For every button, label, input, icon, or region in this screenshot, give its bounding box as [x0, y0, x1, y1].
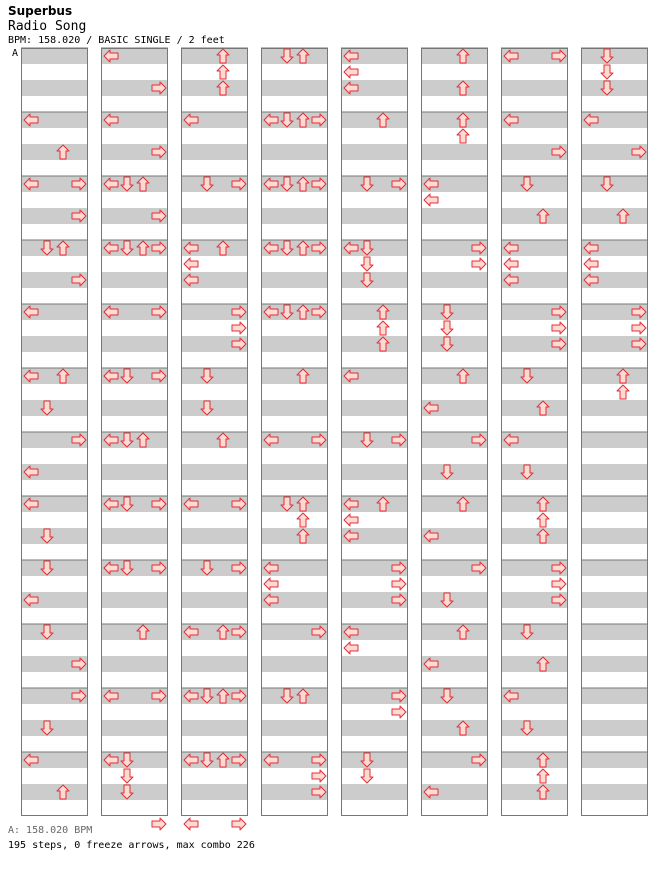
beat-stripe	[501, 464, 568, 480]
beat-stripe	[421, 496, 488, 512]
beat-stripe	[581, 688, 648, 704]
right-arrow-icon	[232, 818, 246, 830]
beat-stripe	[581, 560, 648, 576]
beat-stripe	[341, 656, 408, 672]
beat-stripe	[501, 368, 568, 384]
beat-stripe	[21, 720, 88, 736]
beat-stripe	[181, 464, 248, 480]
beat-stripe	[21, 144, 88, 160]
beat-stripe	[581, 528, 648, 544]
beat-stripe	[581, 464, 648, 480]
chart-column	[261, 48, 328, 816]
beat-stripe	[581, 496, 648, 512]
beat-stripe	[341, 400, 408, 416]
beat-stripe	[581, 656, 648, 672]
beat-stripe	[501, 400, 568, 416]
chart-info: BPM: 158.020 / BASIC SINGLE / 2 feet	[8, 35, 225, 46]
beat-stripe	[261, 720, 328, 736]
beat-stripe	[261, 368, 328, 384]
beat-stripe	[261, 80, 328, 96]
beat-stripe	[181, 784, 248, 800]
beat-stripe	[421, 624, 488, 640]
beat-stripe	[581, 720, 648, 736]
beat-stripe	[261, 336, 328, 352]
beat-stripe	[581, 752, 648, 768]
beat-stripe	[261, 400, 328, 416]
beat-stripe	[581, 48, 648, 64]
beat-stripe	[581, 784, 648, 800]
beat-stripe	[341, 336, 408, 352]
beat-stripe	[21, 624, 88, 640]
beat-stripe	[421, 304, 488, 320]
artist-name: Superbus	[8, 4, 73, 18]
beat-stripe	[341, 208, 408, 224]
beat-stripe	[21, 528, 88, 544]
left-arrow-icon	[184, 818, 198, 830]
beat-stripe	[261, 208, 328, 224]
chart-column	[581, 48, 648, 816]
beat-stripe	[181, 400, 248, 416]
beat-stripe	[501, 752, 568, 768]
beat-stripe	[581, 432, 648, 448]
beat-stripe	[101, 336, 168, 352]
beat-stripe	[581, 176, 648, 192]
chart-column	[341, 48, 408, 816]
beat-stripe	[261, 688, 328, 704]
beat-stripe	[581, 208, 648, 224]
beat-stripe	[501, 720, 568, 736]
beat-stripe	[341, 304, 408, 320]
beat-stripe	[261, 144, 328, 160]
beat-stripe	[341, 464, 408, 480]
beat-stripe	[421, 80, 488, 96]
beat-stripe	[181, 432, 248, 448]
beat-stripe	[501, 784, 568, 800]
beat-stripe	[21, 48, 88, 64]
beat-stripe	[101, 464, 168, 480]
right-arrow-icon	[152, 818, 166, 830]
beat-stripe	[421, 464, 488, 480]
beat-stripe	[261, 528, 328, 544]
beat-stripe	[101, 656, 168, 672]
chart-column	[501, 48, 568, 816]
beat-stripe	[581, 624, 648, 640]
beat-stripe	[501, 496, 568, 512]
beat-stripe	[181, 656, 248, 672]
beat-stripe	[421, 208, 488, 224]
beat-stripe	[341, 112, 408, 128]
chart-column	[101, 48, 168, 830]
beat-stripe	[581, 400, 648, 416]
beat-stripe	[581, 368, 648, 384]
beat-stripe	[261, 656, 328, 672]
beat-stripe	[421, 688, 488, 704]
chart-column	[421, 48, 488, 816]
beat-stripe	[421, 48, 488, 64]
beat-stripe	[101, 592, 168, 608]
beat-stripe	[101, 528, 168, 544]
beat-stripe	[181, 48, 248, 64]
beat-stripe	[261, 464, 328, 480]
beat-stripe	[341, 272, 408, 288]
beat-stripe	[421, 336, 488, 352]
beat-stripe	[101, 400, 168, 416]
beat-stripe	[21, 784, 88, 800]
beat-stripe	[21, 400, 88, 416]
beat-stripe	[101, 720, 168, 736]
beat-stripe	[501, 80, 568, 96]
bpm-marker: A	[12, 48, 19, 59]
beat-stripe	[261, 272, 328, 288]
beat-stripe	[341, 784, 408, 800]
chart-column	[181, 48, 248, 830]
beat-stripe	[181, 144, 248, 160]
beat-stripe	[261, 48, 328, 64]
beat-stripe	[421, 720, 488, 736]
beat-stripe	[101, 624, 168, 640]
beat-stripe	[581, 80, 648, 96]
beat-stripe	[261, 496, 328, 512]
beat-stripe	[181, 528, 248, 544]
beat-stripe	[21, 560, 88, 576]
beat-stripe	[341, 720, 408, 736]
beat-stripe	[101, 272, 168, 288]
beat-stripe	[181, 208, 248, 224]
beat-stripe	[21, 240, 88, 256]
beat-stripe	[421, 592, 488, 608]
beat-stripe	[581, 592, 648, 608]
beat-stripe	[341, 144, 408, 160]
beat-stripe	[181, 368, 248, 384]
bpm-summary: A: 158.020 BPM	[8, 825, 93, 836]
beat-stripe	[501, 208, 568, 224]
beat-stripe	[501, 624, 568, 640]
beat-stripe	[421, 368, 488, 384]
beat-stripe	[181, 80, 248, 96]
beat-stripe	[421, 272, 488, 288]
beat-stripe	[501, 176, 568, 192]
beat-stripe	[501, 528, 568, 544]
beat-stripe	[421, 112, 488, 128]
beat-stripe	[101, 784, 168, 800]
beat-stripe	[21, 336, 88, 352]
beat-stripe	[501, 656, 568, 672]
beat-stripe	[421, 144, 488, 160]
beat-stripe	[341, 752, 408, 768]
beat-stripe	[181, 592, 248, 608]
beat-stripe	[181, 720, 248, 736]
chart-column	[21, 48, 88, 816]
step-stats: 195 steps, 0 freeze arrows, max combo 226	[8, 840, 255, 851]
beat-stripe	[21, 80, 88, 96]
song-title: Radio Song	[8, 19, 87, 34]
